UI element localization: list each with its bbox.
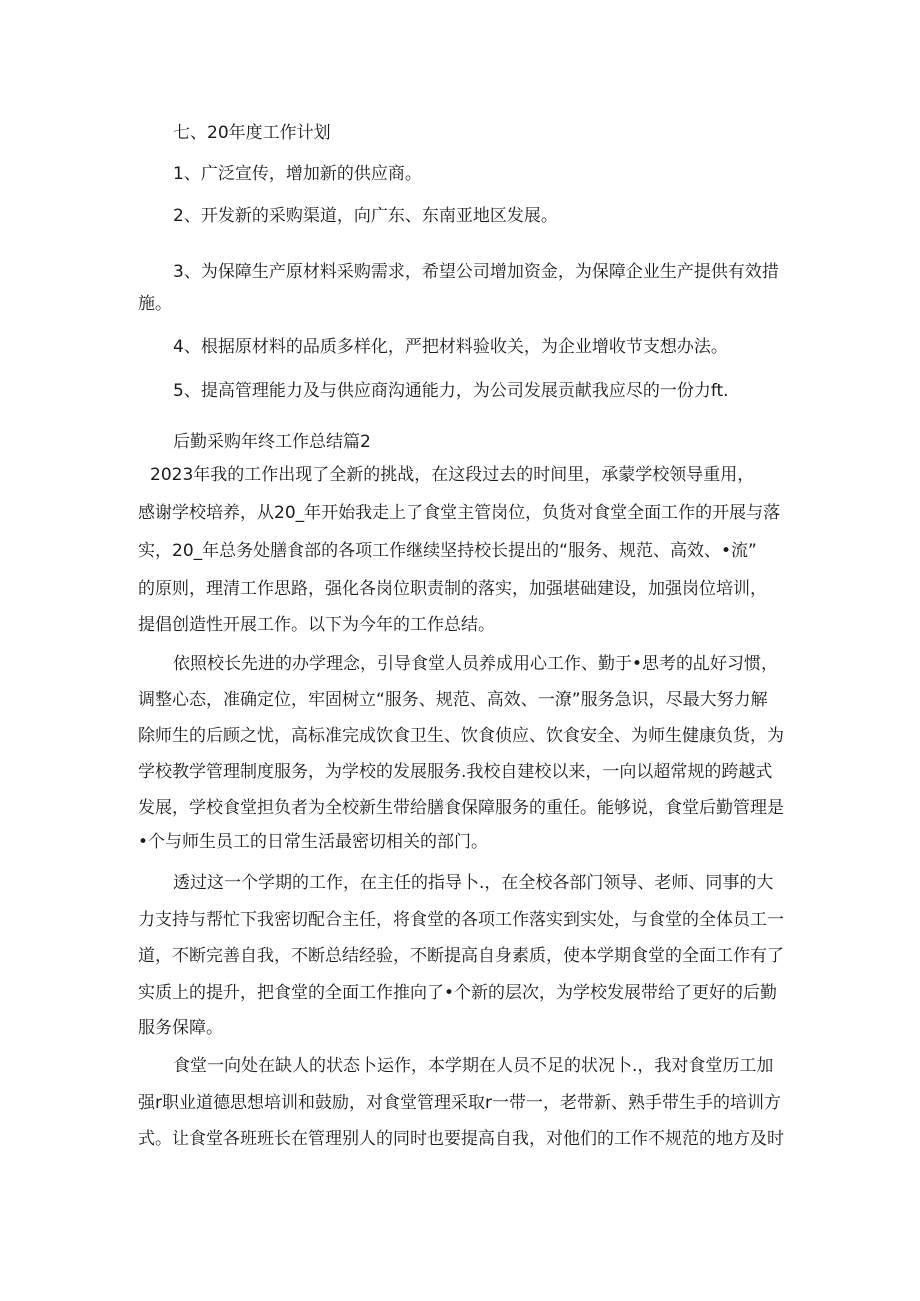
plan-item: 2、开发新的采购渠道，向广东、东南亚地区发展。: [173, 206, 558, 226]
paragraph-line: 提倡创造性开展工作。以下为今年的工作总结。: [138, 615, 495, 635]
plan-item: 1、广泛宣传，增加新的供应商。: [173, 164, 422, 184]
plan-item: 3、为保障生产原材料采购需求，希望公司增加资金，为保障企业生产提供有效措: [173, 262, 779, 282]
paragraph-line: 实质上的提升，把食堂的全面工作推向了•个新的层次，为学校发展带给了更好的后勤: [138, 983, 778, 1003]
plan-item: 4、根据原材料的品质多样化，严把材料验收关，为企业增收节支想办法。: [173, 337, 728, 357]
paragraph-line: 2023年我的工作出现了全新的挑战，在这段过去的时间里，承蒙学校领导重用，: [150, 465, 755, 485]
plan-item: 5、提高管理能力及与供应商沟通能力，为公司发展贡献我应尽的一份力ft.: [173, 381, 729, 401]
paragraph-line: 调整心态，准确定位，牢固树立“服务、规范、高效、一潦”服务急识，尽最大努力解: [138, 690, 768, 710]
paragraph-line: •个与师生员工的日常生活最密切相关的部门。: [138, 832, 489, 852]
paragraph-line: 强r职业道德思想培训和鼓励，对食堂管理采取r一带一，老带新、熟手带生手的培训方: [138, 1093, 781, 1113]
paragraph-line: 学校教学管理制度服务，为学校的发展服务.我校自建校以来，一向以超常规的跨越式: [138, 762, 773, 782]
paragraph-line: 除师生的后顾之忧，高标准完成饮食卫生、饮食侦应、饮食安全、为师生健康负货，为: [138, 726, 784, 746]
paragraph-line: 的原则，理清工作思路，强化各岗位职责制的落实，加强堪础建设，加强岗位培训，: [138, 579, 767, 599]
paragraph-line: 实，20_年总务处膳食部的各项工作继续坚持校长提出的“服务、规范、高效、•流”: [138, 541, 757, 561]
paragraph-line: 服务保障。: [138, 1018, 223, 1038]
paragraph-line: 式。让食堂各班班长在管理别人的同时也要提高自我，对他们的工作不规范的地方及时: [138, 1129, 784, 1149]
paragraph-line: 力支持与帮忙下我密切配合主任，将食堂的各项工作落实到实处，与食堂的全体员工一: [138, 910, 784, 930]
paragraph-line: 感谢学校培养，从20_年开始我走上了食堂主管岗位，负货对食堂全面工作的开展与落: [138, 503, 781, 523]
section-title: 后勤采购年终工作总结篇2: [173, 432, 371, 452]
paragraph-line: 依照校长先进的办学理念，引导食堂人员养成用心工作、勤于•思考的乩好习惯，: [173, 654, 779, 674]
plan-title: 七、20年度工作计划: [173, 123, 331, 143]
paragraph-line: 发展，学校食堂担负者为全校新生带给膳食保障服务的重任。能够说，食堂后勤管理是: [138, 798, 784, 818]
plan-item: 施。: [138, 294, 172, 314]
paragraph-line: 食堂一向处在缺人的状态卜运作，本学期在人员不足的状况卜.，我对食堂历工加: [173, 1056, 774, 1076]
paragraph-line: 透过这一个学期的工作，在主任的指导卜.，在全校各部门领导、老师、同事的大: [173, 873, 774, 893]
paragraph-line: 道，不断完善自我，不断总结经验，不断提高自身素质，使本学期食堂的全面工作有了: [138, 946, 784, 966]
